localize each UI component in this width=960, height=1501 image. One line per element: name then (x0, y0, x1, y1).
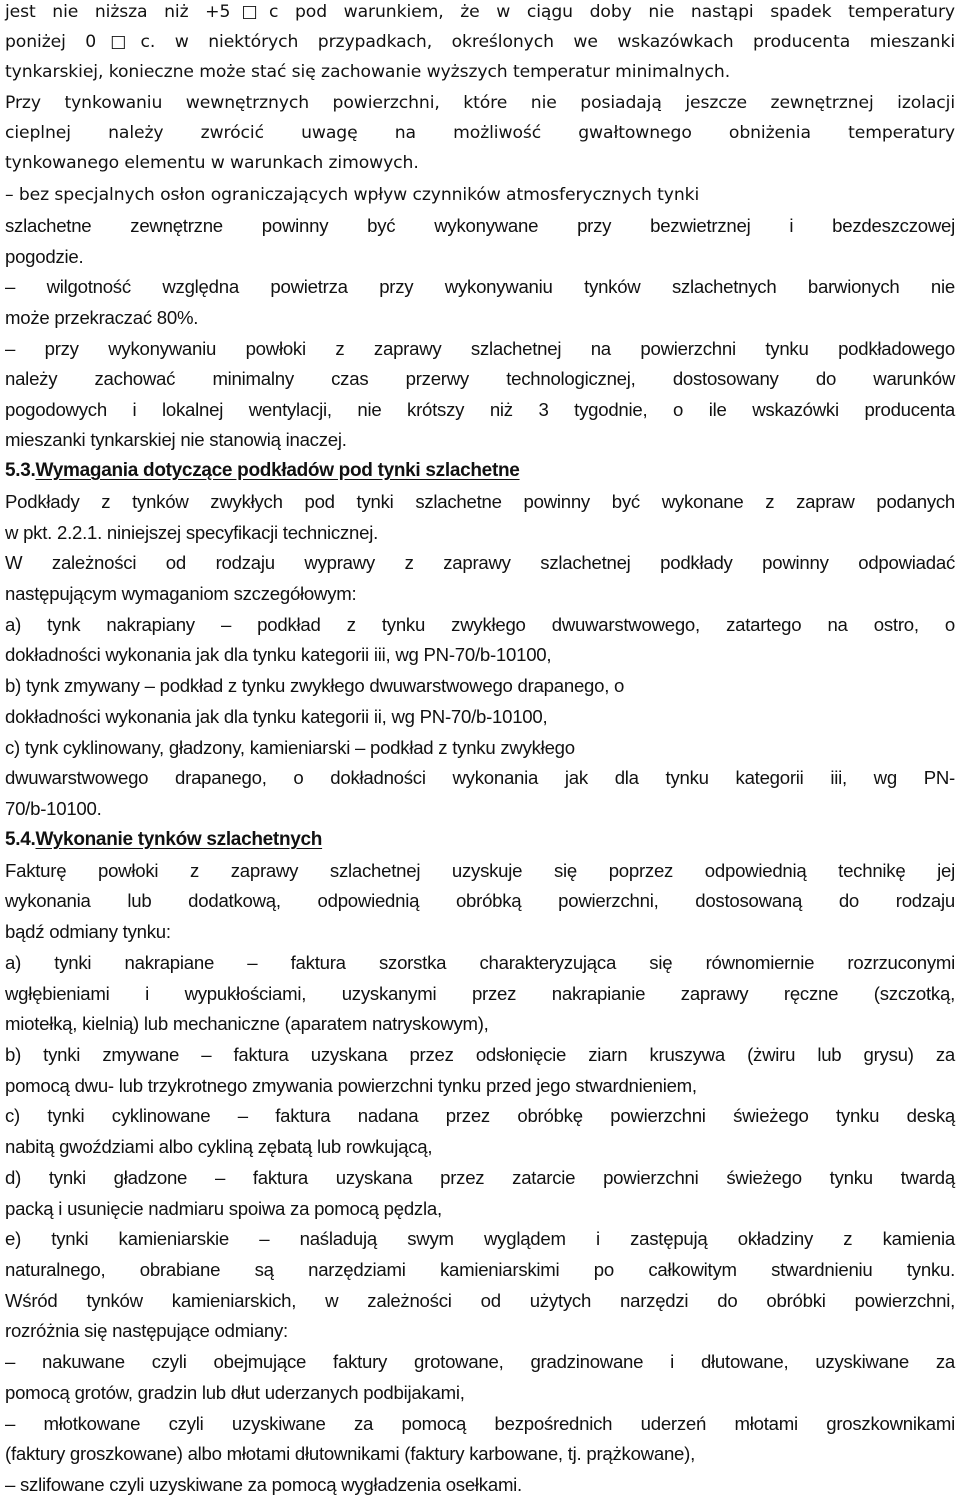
text-line: szlachetne zewnętrzne powinny być wykonywane przy bezwietrznej i bezdeszczowej (5, 215, 955, 236)
text-line: następującym wymaganiom szczegółowym: (5, 583, 357, 604)
text-line: Wśród tynków kamieniarskich, w zależności od użytych narzędzi do obróbki powierzchni, (5, 1290, 955, 1311)
text-line: c) tynki cyklinowane – faktura nadana przez obróbkę powierzchni świeżego tynku deską (5, 1105, 955, 1126)
section-number: 5.4. (5, 829, 36, 850)
text-line: W zależności od rodzaju wyprawy z zaprawy szlachetnej podkłady powinny odpowiadać (5, 552, 955, 573)
text-line: Fakturę powłoki z zaprawy szlachetnej uzyskuje się poprzez odpowiednią technikę jej (5, 860, 955, 881)
text-line: – przy wykonywaniu powłoki z zaprawy szlachetnej na powierzchni tynku podkładowego (5, 338, 955, 359)
text-line: 70/b-10100. (5, 798, 102, 819)
text-line: nabitą gwoździami albo cykliną zębatą lub rowkującą, (5, 1136, 433, 1157)
text-line: Przy tynkowaniu wewnętrznych powierzchni, które nie posiadają jeszcze zewnętrznej izolacji (5, 93, 955, 113)
text-line: pomocą grotów, gradzin lub dłut uderzanych podbijakami, (5, 1382, 465, 1403)
text-line: mieszanki tynkarskiej nie stanowią inaczej. (5, 429, 347, 450)
text-line: Podkłady z tynków zwykłych pod tynki szlachetne powinny być wykonane z zapraw podanych (5, 491, 955, 512)
text-line: (faktury groszkowane) albo młotami dłutownikami (faktury karbowane, tj. prążkowane), (5, 1443, 695, 1464)
text-line: d) tynki gładzone – faktura uzyskana przez zatarcie powierzchni świeżego tynku twardą (5, 1167, 955, 1188)
section-title: Wymagania dotyczące podkładów pod tynki szlachetne (35, 460, 520, 481)
text-line: może przekraczać 80%. (5, 307, 199, 328)
section-heading-5-4 (5, 825, 955, 855)
text-line: rozróżnia się następujące odmiany: (5, 1320, 288, 1341)
text-line: cieplnej należy zwrócić uwagę na możliwość gwałtownego obniżenia temperatury (5, 123, 955, 143)
section-title: Wykonanie tynków szlachetnych (35, 829, 323, 850)
text-line: a) tynk nakrapiany – podkład z tynku zwykłego dwuwarstwowego, zatartego na ostro, o (5, 614, 955, 635)
text-line: – szlifowane czyli uzyskiwane za pomocą wygładzenia osełkami. (5, 1474, 522, 1495)
text-line: wykonania lub dodatkową, odpowiednią obróbką powierzchni, dostosowaną do rodzaju (5, 890, 955, 911)
text-line: bądź odmiany tynku: (5, 921, 171, 942)
text-line: e) tynki kamieniarskie – naśladują swym wyglądem i zastępują okładziny z kamienia (5, 1228, 955, 1249)
text-line: w pkt. 2.2.1. niniejszej specyfikacji technicznej. (5, 522, 378, 543)
text-line: – młotkowane czyli uzyskiwane za pomocą bezpośrednich uderzeń młotami groszkownikami (5, 1413, 955, 1434)
text-line: dokładności wykonania jak dla tynku kategorii iii, wg PN-70/b-10100, (5, 644, 552, 665)
text-line: a) tynki nakrapiane – faktura szorstka charakteryzująca się równomiernie rozrzuconymi (5, 952, 955, 973)
text-line: packą i usunięcie nadmiaru spoiwa za pomocą pędzla, (5, 1198, 442, 1219)
text-line: poniżej 0□c. w niektórych przypadkach, określonych we wskazówkach producenta mieszanki (5, 32, 955, 52)
text-line: b) tynk zmywany – podkład z tynku zwykłego dwuwarstwowego drapanego, o (5, 675, 625, 696)
text-line: wgłębieniami i wypukłościami, uzyskanymi przez nakrapianie zaprawy ręczne (szczotką, (5, 983, 955, 1004)
text-line: b) tynki zmywane – faktura uzyskana przez odsłonięcie ziarn kruszywa (żwiru lub grysu) za (5, 1044, 955, 1065)
text-line: dokładności wykonania jak dla tynku kategorii ii, wg PN-70/b-10100, (5, 706, 548, 727)
section-number: 5.3. (5, 460, 36, 481)
text-line: tynkarskiej, konieczne może stać się zachowanie wyższych temperatur minimalnych. (5, 62, 731, 82)
text-line: – bez specjalnych osłon ograniczających wpływ czynników atmosferycznych tynki (5, 185, 700, 205)
section-heading-5-3 (5, 456, 955, 486)
text-line: pomocą dwu- lub trzykrotnego zmywania powierzchni tynku przed jego stwardnieniem, (5, 1075, 697, 1096)
text-line: dwuwarstwowego drapanego, o dokładności wykonania jak dla tynku kategorii iii, wg PN- (5, 767, 955, 788)
text-line: pogodzie. (5, 246, 84, 267)
text-line: należy zachować minimalny czas przerwy technologicznej, dostosowany do warunków (5, 368, 955, 389)
text-line: miotełką, kielnią) lub mechaniczne (aparatem natryskowym), (5, 1013, 489, 1034)
text-line: tynkowanego elementu w warunkach zimowych. (5, 153, 419, 173)
text-line: naturalnego, obrabiane są narzędziami kamieniarskimi po całkowitym stwardnieniu tynku. (5, 1259, 955, 1280)
text-line: jest nie niższa niż +5□c pod warunkiem, że w ciągu doby nie nastąpi spadek temperatury (5, 2, 955, 22)
text-line: pogodowych i lokalnej wentylacji, nie krótszy niż 3 tygodnie, o ile wskazówki producenta (5, 399, 955, 420)
text-line: c) tynk cyklinowany, gładzony, kamieniarski – podkład z tynku zwykłego (5, 737, 575, 758)
text-line: – nakuwane czyli obejmujące faktury grotowane, gradzinowane i dłutowane, uzyskiwane za (5, 1351, 955, 1372)
text-line: – wilgotność względna powietrza przy wykonywaniu tynków szlachetnych barwionych nie (5, 276, 955, 297)
